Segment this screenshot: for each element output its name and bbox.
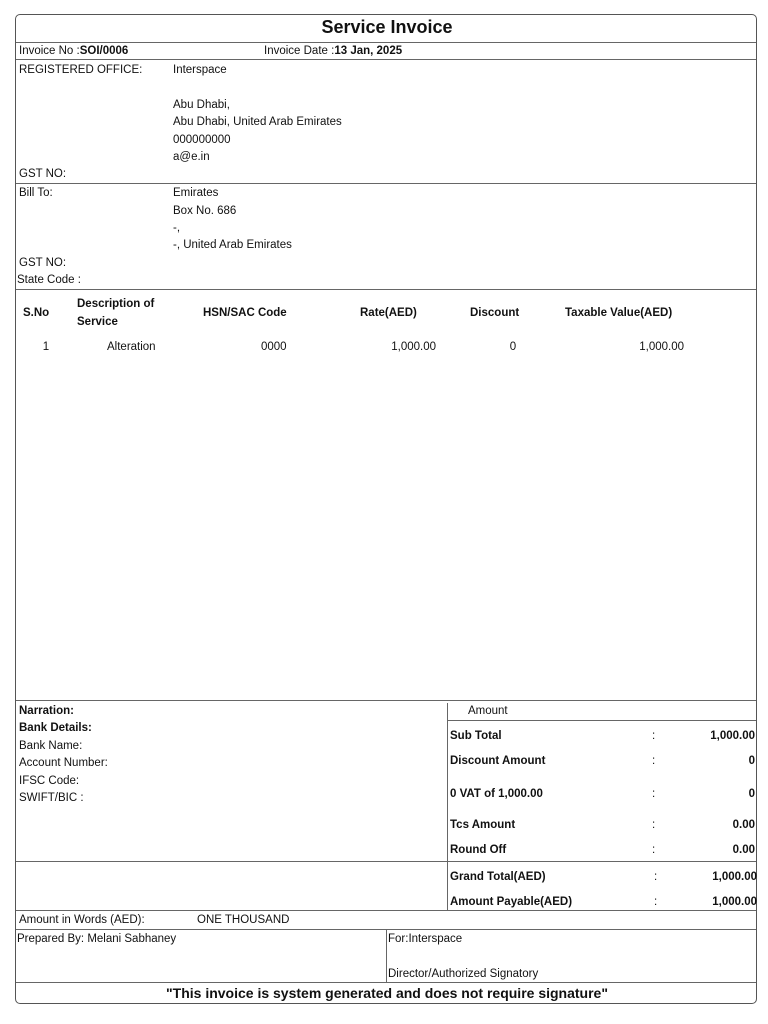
row-hsn: 0000	[261, 341, 287, 353]
header-rate: Rate(AED)	[360, 307, 417, 319]
discount-amount-label: Discount Amount	[450, 755, 546, 767]
vat-label: 0 VAT of 1,000.00	[450, 788, 543, 800]
vat-value: 0	[748, 788, 755, 800]
registered-office-phone: 000000000	[173, 134, 231, 146]
row-sno: 1	[42, 341, 50, 353]
invoice-number	[19, 45, 128, 57]
account-number-label: Account Number:	[19, 757, 108, 769]
invoice-number-value: SOI/0006	[79, 45, 129, 57]
registered-office-email: a@e.in	[173, 151, 210, 163]
summary-heading: Amount	[468, 705, 508, 717]
for-company: For:Interspace	[388, 933, 463, 945]
divider-grand-total	[16, 861, 756, 862]
authorized-signatory: Director/Authorized Signatory	[388, 968, 539, 980]
registered-office-line2: Abu Dhabi, United Arab Emirates	[173, 116, 342, 128]
invoice-date	[264, 45, 402, 57]
header-hsn: HSN/SAC Code	[203, 307, 287, 319]
tcs-amount-colon: :	[652, 819, 656, 831]
divider-invoice-row	[16, 59, 756, 60]
header-description-line2: Service	[77, 316, 118, 328]
divider-signatures-vertical	[386, 929, 387, 982]
bill-to-state-code-label: State Code :	[17, 274, 81, 286]
invoice-title: Service Invoice	[321, 17, 453, 37]
bill-to-gst-label: GST NO:	[19, 257, 67, 269]
vat-colon: :	[652, 788, 656, 800]
amount-payable-value: 1,000.00	[712, 896, 757, 908]
sub-total-value: 1,000.00	[710, 730, 755, 742]
row-description: Alteration	[107, 341, 156, 353]
invoice-frame	[15, 14, 757, 1004]
divider-table-bottom	[16, 700, 756, 701]
divider-bill-to	[16, 289, 756, 290]
header-description-line1: Description of	[77, 298, 155, 310]
registered-office-label: REGISTERED OFFICE:	[19, 64, 143, 76]
registered-office-line1: Abu Dhabi,	[173, 99, 230, 111]
bill-to-label: Bill To:	[19, 187, 53, 199]
header-taxable-value: Taxable Value(AED)	[565, 307, 673, 319]
row-taxable-value: 1,000.00	[639, 341, 684, 353]
round-off-colon: :	[652, 844, 656, 856]
bill-to-line1: Box No. 686	[173, 205, 237, 217]
narration-label: Narration:	[19, 705, 74, 717]
tcs-amount-label: Tcs Amount	[450, 819, 516, 831]
divider-summary-vertical	[447, 703, 448, 910]
divider-footer	[16, 982, 756, 983]
prepared-by: Prepared By: Melani Sabhaney	[17, 933, 177, 945]
bank-name-label: Bank Name:	[19, 740, 83, 752]
divider-words	[16, 910, 756, 911]
row-discount: 0	[509, 341, 517, 353]
grand-total-value: 1,000.00	[712, 871, 757, 883]
bank-details-label: Bank Details:	[19, 722, 92, 734]
bill-to-name: Emirates	[173, 187, 219, 199]
round-off-label: Round Off	[450, 844, 507, 856]
system-generated-note: "This invoice is system generated and does not require signature"	[166, 985, 608, 1001]
amount-payable-label: Amount Payable(AED)	[450, 896, 573, 908]
amount-in-words-value: ONE THOUSAND	[197, 914, 290, 926]
tcs-amount-value: 0.00	[732, 819, 755, 831]
bill-to-line3: -, United Arab Emirates	[173, 239, 292, 251]
sub-total-colon: :	[652, 730, 656, 742]
header-discount: Discount	[470, 307, 520, 319]
invoice-date-value: 13 Jan, 2025	[334, 45, 403, 57]
registered-office-name: Interspace	[173, 64, 227, 76]
discount-amount-colon: :	[652, 755, 656, 767]
grand-total-colon: :	[654, 871, 658, 883]
amount-in-words-label: Amount in Words (AED):	[19, 914, 145, 926]
grand-total-label: Grand Total(AED)	[450, 871, 546, 883]
invoice-date-label: Invoice Date :	[264, 45, 335, 57]
divider-office	[16, 183, 756, 184]
ifsc-code-label: IFSC Code:	[19, 775, 80, 787]
bill-to-line2: -,	[173, 222, 181, 234]
divider-title	[16, 42, 756, 43]
sub-total-label: Sub Total	[450, 730, 502, 742]
registered-office-gst-label: GST NO:	[19, 168, 67, 180]
amount-payable-colon: :	[654, 896, 658, 908]
header-sno: S.No	[23, 307, 50, 319]
invoice-number-label: Invoice No :	[19, 45, 80, 57]
divider-summary-heading	[448, 720, 756, 721]
row-rate: 1,000.00	[391, 341, 436, 353]
discount-amount-value: 0	[748, 755, 755, 767]
round-off-value: 0.00	[732, 844, 755, 856]
swift-bic-label: SWIFT/BIC :	[19, 792, 84, 804]
